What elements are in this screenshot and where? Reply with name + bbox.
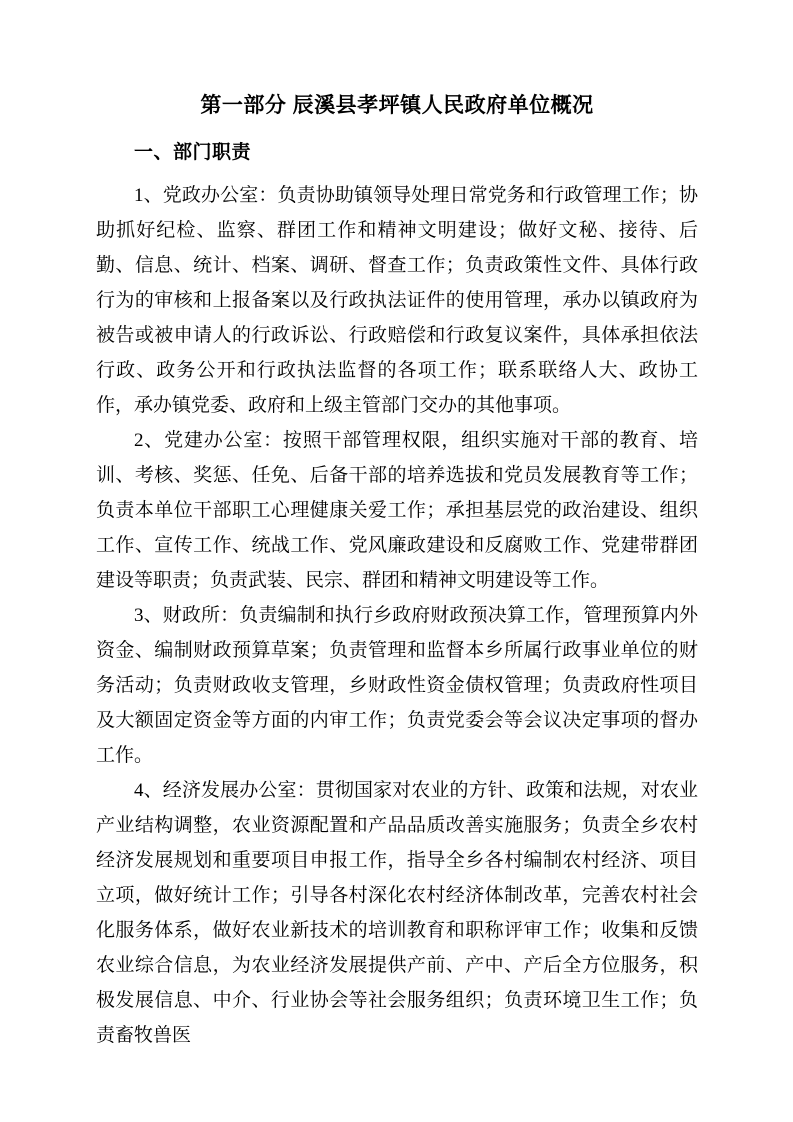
- body-paragraph-2: 2、党建办公室：按照干部管理权限，组织实施对干部的教育、培训、考核、奖惩、任免、后备干部的培养选拔和党员发展教育等工作；负责本单位干部职工心理健康关爱工作；承担基层党的政治建设、组织工作、宣传工作、统战工作、党风廉政建设和反腐败工作、党建带群团建设等职责；负责武装、民宗、群团和精神文明建设等工作。: [96, 430, 698, 591]
- body-paragraph-4: 4、经济发展办公室：贯彻国家对农业的方针、政策和法规，对农业产业结构调整，农业资源配置和产品品质改善实施服务；负责全乡农村经济发展规划和重要项目申报工作，指导全乡各村编制农村经济、项目立项，做好统计工作；引导各村深化农村经济体制改革，完善农村社会化服务体系，做好农业新技术的培训教育和职称评审工作；收集和反馈农业综合信息，为农业经济发展提供产前、产中、产后全方位服务，积极发展信息、中介、行业协会等社会服务组织；负责环境卫生工作；负责畜牧兽医: [96, 780, 698, 1046]
- section-heading: 一、部门职责: [134, 142, 252, 163]
- body-paragraph-3: 3、财政所：负责编制和执行乡政府财政预决算工作，管理预算内外资金、编制财政预算草案；负责管理和监督本乡所属行政事业单位的财务活动；负责财政收支管理，乡财政性资金债权管理；负责政府性项目及大额固定资金等方面的内审工作；负责党委会等会议决定事项的督办工作。: [96, 605, 698, 766]
- body-paragraph-1: 1、党政办公室：负责协助镇领导处理日常党务和行政管理工作；协助抓好纪检、监察、群团工作和精神文明建设；做好文秘、接待、后勤、信息、统计、档案、调研、督查工作；负责政策性文件、具体行政行为的审核和上报备案以及行政执法证件的使用管理，承办以镇政府为被告或被申请人的行政诉讼、行政赔偿和行政复议案件，具体承担依法行政、政务公开和行政执法监督的各项工作；联系联络人大、政协工作，承办镇党委、政府和上级主管部门交办的其他事项。: [96, 185, 698, 416]
- document-title: 第一部分 辰溪县孝坪镇人民政府单位概况: [200, 94, 594, 117]
